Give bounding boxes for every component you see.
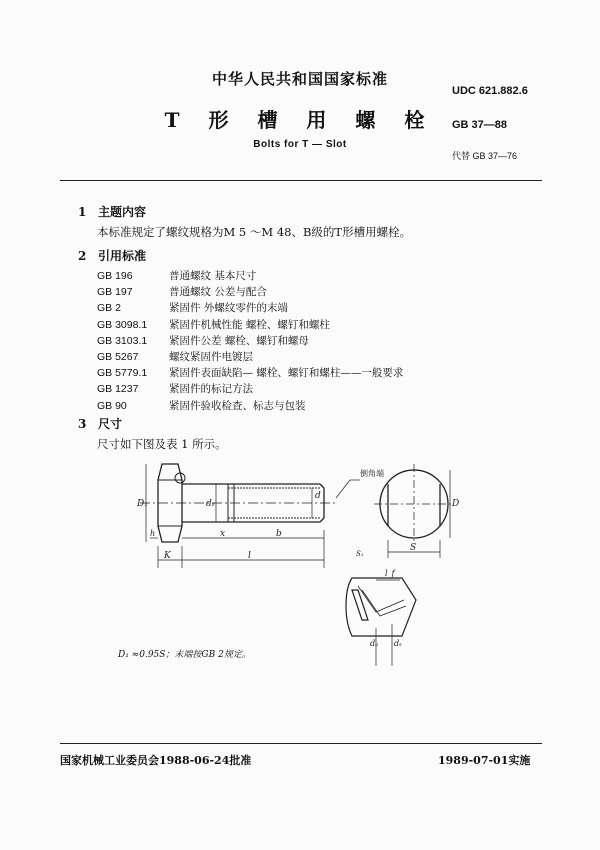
ref-code: GB 3098.1 (97, 318, 148, 331)
dim-D1: D₁ (137, 499, 148, 509)
ref-code: GB 5267 (97, 351, 139, 364)
section-title: 引用标准 (98, 249, 147, 263)
list-item (97, 333, 403, 349)
gb-number: GB 37—88 (452, 119, 508, 131)
dim-l: l (248, 551, 251, 561)
ref-code: GB 196 (97, 270, 133, 282)
footer-divider (60, 743, 542, 744)
section-number: 3 (78, 417, 87, 431)
dim-x: x (220, 529, 226, 539)
list-item (97, 300, 403, 316)
header-divider (60, 180, 542, 181)
ref-code: GB 1237 (97, 383, 139, 396)
thread-end-detail (346, 578, 416, 666)
list-item (97, 365, 403, 381)
ref-title: 紧固件验收检查、标志与包装 (169, 399, 306, 412)
ref-title: 普通螺纹 基本尺寸 (169, 270, 257, 282)
dim-ds: dₛ (206, 499, 215, 509)
section-1-heading (78, 203, 146, 220)
dim-lf: l_f (385, 569, 395, 578)
ref-title: 紧固件的标记方法 (169, 383, 253, 396)
udc-code: UDC 621.882.6 (452, 85, 528, 97)
ref-title: 紧固件机械性能 螺栓、螺钉和螺柱 (169, 318, 330, 331)
dim-h: h (150, 529, 156, 538)
ref-code: GB 3103.1 (97, 334, 148, 347)
chamfer-label: 倒角端 (360, 469, 384, 478)
section-title: 尺寸 (98, 417, 123, 431)
dim-b: b (276, 529, 282, 539)
standard-name: 中华人民共和国国家标准 (211, 70, 388, 88)
list-item (97, 381, 403, 397)
list-item (97, 268, 403, 284)
ref-title: 紧固件 外螺纹零件的末端 (169, 302, 288, 315)
list-item (97, 284, 403, 300)
ref-title: 普通螺纹 公差与配合 (169, 286, 267, 299)
section-number: 1 (78, 205, 87, 219)
reference-list (97, 268, 403, 414)
ref-code: GB 5779.1 (97, 367, 148, 380)
figure-note: D₁ ≈0.95S；末端按GB 2规定。 (118, 650, 251, 660)
approval-date: 国家机械工业委员会1988-06-24批准 (60, 754, 252, 767)
page-title-english: Bolts for T — Slot (253, 139, 347, 150)
bolt-drawing (100, 440, 460, 670)
section-3-text: 尺寸如下图及表 1 所示。 (97, 437, 227, 451)
ref-title: 紧固件公差 螺栓、螺钉和螺母 (169, 334, 309, 347)
list-item (97, 398, 403, 414)
dim-D: D (452, 499, 460, 509)
effective-date: 1989-07-01实施 (438, 754, 531, 767)
dim-d: d (315, 491, 321, 501)
section-3-heading (78, 415, 122, 432)
page-title: T 形 槽 用 螺 栓 (164, 108, 436, 132)
list-item (97, 349, 403, 365)
section-number: 2 (78, 249, 87, 263)
replaces-standard: 代替 GB 37—76 (452, 151, 518, 161)
ref-title: 螺纹紧固件电镀层 (169, 351, 253, 364)
section-2-heading (78, 247, 146, 264)
dim-ds-detail: dₛ (394, 639, 402, 648)
dim-da: dₐ (370, 639, 379, 648)
dim-K: K (164, 551, 171, 561)
ref-title: 紧固件表面缺陷— 螺栓、螺钉和螺柱——一般要求 (169, 367, 404, 380)
ref-code: GB 2 (97, 302, 121, 315)
section-1-text: 本标准规定了螺纹规格为M 5 ～M 48、B级的T形槽用螺栓。 (97, 225, 412, 239)
ref-code: GB 197 (97, 286, 133, 299)
dim-S: S (410, 543, 417, 553)
section-title: 主题内容 (98, 205, 147, 219)
dim-S1: S₁ (356, 550, 364, 558)
ref-code: GB 90 (97, 399, 127, 412)
list-item (97, 317, 403, 333)
